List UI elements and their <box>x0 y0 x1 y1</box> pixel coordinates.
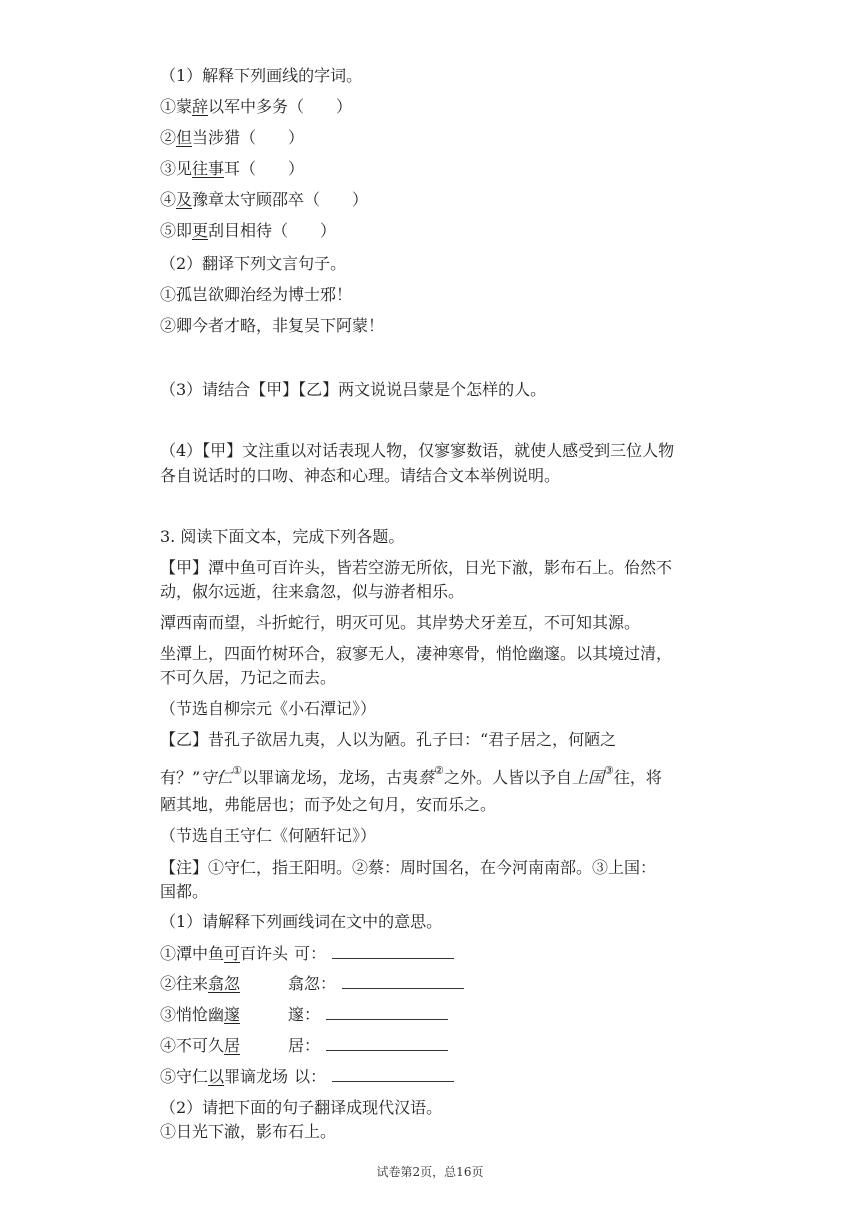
answer-blank[interactable] <box>332 944 454 959</box>
q3-yi-source: （节选自王守仁《何陋轩记》） <box>160 826 377 845</box>
underlined-word: 辞 <box>192 97 209 116</box>
q3-jia-p1-line1: 【甲】潭中鱼可百许头，皆若空游无所依，日光下澈，影布石上。佁然不 <box>160 558 673 577</box>
italic-term: 守仁 <box>200 768 233 787</box>
q2-sub4-line2: 各自说话时的口吻、神态和心理。请结合文本举例说明。 <box>160 466 561 485</box>
q2-translate-1: ①孤岂欲卿治经为博士邪！ <box>160 285 353 304</box>
q2-item-5: ⑤即更刮目相待（ ） <box>160 221 337 240</box>
underlined-word: 以 <box>208 1067 225 1086</box>
note-marker: ① <box>232 764 243 777</box>
q3-jia-p3-line1: 坐潭上，四面竹树环合，寂寥无人，凄神寒骨，悄怆幽邃。以其境过清， <box>160 644 673 663</box>
q2-translate-2: ②卿今者才略，非复吴下阿蒙！ <box>160 316 385 335</box>
q3-sub1-heading: （1）请解释下列画线词在文中的意思。 <box>160 912 443 931</box>
q3-item-4: ④不可久居 居： <box>160 1036 448 1056</box>
q3-sub2-heading: （2）请把下面的句子翻译成现代汉语。 <box>160 1098 443 1117</box>
page-footer: 试卷第2页，总16页 <box>376 1165 484 1179</box>
q3-note-line2: 国都。 <box>160 882 209 901</box>
answer-blank[interactable] <box>342 974 464 989</box>
underlined-word: 往事 <box>192 159 225 178</box>
q3-item-1: ①潭中鱼可百许头 可： <box>160 944 454 964</box>
q3-jia-p3-line2: 不可久居，乃记之而去。 <box>160 668 337 687</box>
q3-yi-line2: 有？”守仁①以罪谪龙场，龙场，古夷蔡②之外。人皆以予自上国③往，将 <box>160 764 662 787</box>
q2-item-1: ①蒙辞以军中多务（ ） <box>160 97 353 116</box>
q2-sub2-heading: （2）翻译下列文言句子。 <box>160 254 347 273</box>
answer-blank[interactable] <box>332 1067 454 1082</box>
note-marker: ② <box>434 764 444 777</box>
underlined-word: 及 <box>176 190 193 209</box>
underlined-word: 更 <box>192 221 209 240</box>
q3-sub2-item1: ①日光下澈，影布石上。 <box>160 1122 337 1141</box>
underlined-word: 居 <box>224 1036 241 1055</box>
q3-jia-p2: 潭西南而望，斗折蛇行，明灭可见。其岸势犬牙差互，不可知其源。 <box>160 613 641 632</box>
q2-item-4: ④及豫章太守顾邵卒（ ） <box>160 190 369 209</box>
q3-jia-source: （节选自柳宗元《小石潭记》） <box>160 699 377 718</box>
note-marker: ③ <box>604 764 614 777</box>
q3-yi-line3: 陋其地，弗能居也；而予处之旬月，安而乐之。 <box>160 795 497 814</box>
q3-note-line1: 【注】①守仁，指王阳明。②蔡：周时国名，在今河南南部。③上国： <box>160 858 657 877</box>
italic-term: 上国 <box>572 768 605 787</box>
q2-item-2: ②但当涉猎（ ） <box>160 128 305 147</box>
q3-item-5: ⑤守仁以罪谪龙场 以： <box>160 1067 454 1087</box>
underlined-word: 但 <box>176 128 193 147</box>
q3-yi-line1: 【乙】昔孔子欲居九夷，人以为陋。孔子曰：“君子居之，何陋之 <box>160 730 617 749</box>
q3-jia-p1-line2: 动，俶尔远逝，往来翕忽，似与游者相乐。 <box>160 582 465 601</box>
q3-item-2: ②往来翕忽 翕忽： <box>160 974 464 994</box>
answer-blank[interactable] <box>326 1036 448 1051</box>
underlined-word: 邃 <box>224 1005 241 1024</box>
answer-blank[interactable] <box>326 1005 448 1020</box>
q2-sub3-heading: （3）请结合【甲】【乙】两文说说吕蒙是个怎样的人。 <box>160 380 547 399</box>
q2-sub4-line1: （4）【甲】文注重以对话表现人物，仅寥寥数语，就使人感受到三位人物 <box>160 441 675 460</box>
q3-item-3: ③悄怆幽邃 邃： <box>160 1005 448 1025</box>
q3-heading: 3. 阅读下面文本，完成下列各题。 <box>160 527 405 546</box>
q2-item-3: ③见往事耳（ ） <box>160 159 305 178</box>
italic-term: 蔡 <box>418 768 435 787</box>
underlined-word: 翕忽 <box>208 974 241 993</box>
q2-sub1-heading: （1）解释下列画线的字词。 <box>160 66 363 85</box>
underlined-word: 可 <box>224 944 241 963</box>
